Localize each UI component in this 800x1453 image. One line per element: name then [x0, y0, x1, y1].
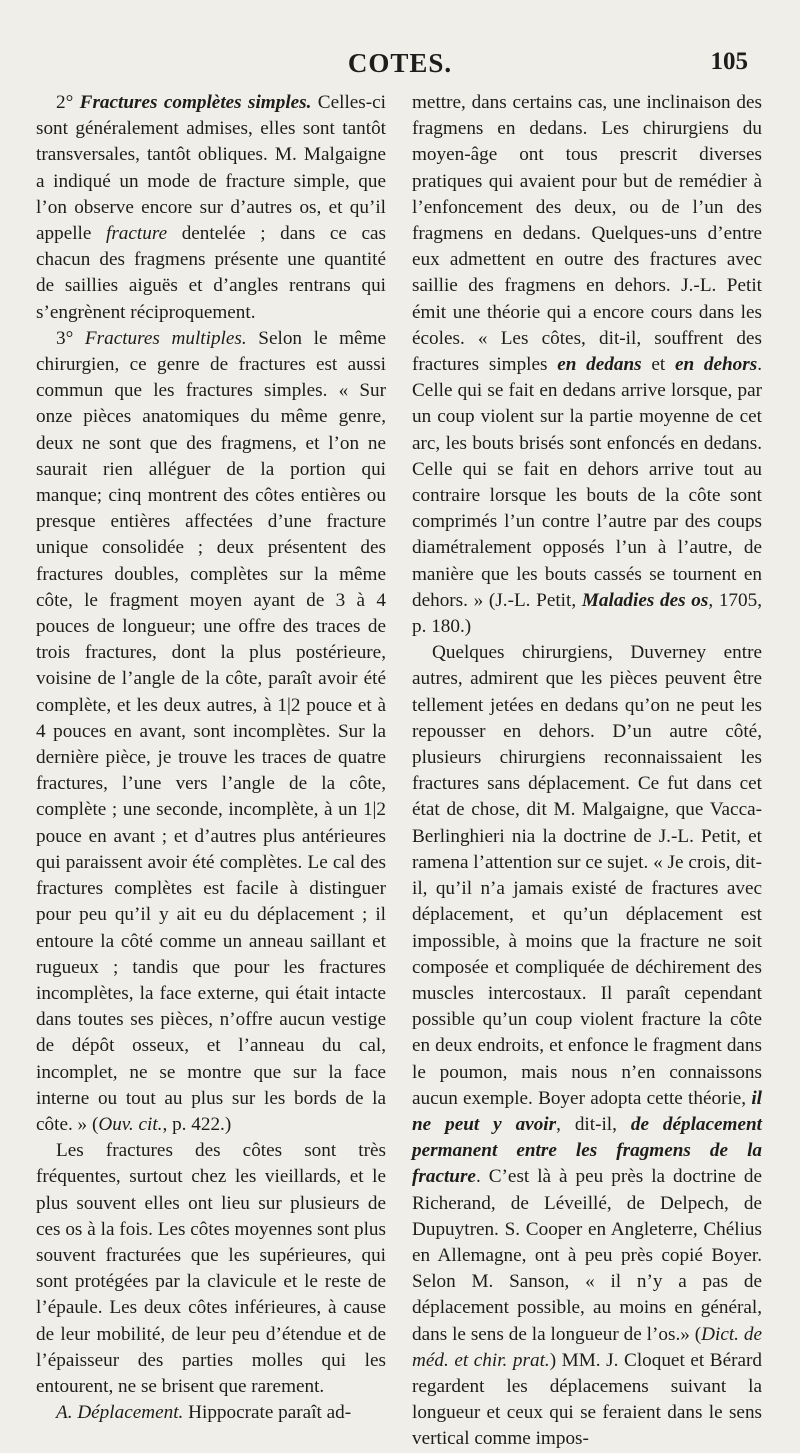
- page-number: 105: [710, 48, 748, 75]
- running-title: COTES.: [347, 48, 453, 78]
- citation-ref: Dict. de méd. et chir. prat.: [412, 1323, 762, 1371]
- quoted-phrase: il ne peut y avoir: [412, 1087, 762, 1135]
- section-heading: Fractures complètes simples.: [79, 92, 312, 113]
- paragraph-text: Hippocrate paraît ad-: [183, 1402, 352, 1424]
- paragraph-text: Celles-ci sont généralement admises, elles sont tantôt transversales, tantôt obliques. M. Malgaigne a indiqué un mode de fracture simple, que l’on observe encore sur d’autres os, et qu’il appelle: [36, 92, 387, 245]
- paragraph-deplacement-start: [36, 1400, 386, 1426]
- paragraph-text: dentelée ; dans ce cas chacun des fragmens présente une quantité de saillies aiguës et d’angles rentrans qui s’engrènent réciproquement.: [36, 223, 387, 323]
- emphasis-term: en dedans: [557, 354, 642, 376]
- paragraph-fractures-multiples: [36, 326, 386, 1138]
- section-number: 3°: [56, 327, 74, 349]
- paragraph-text: ) MM. J. Cloquet et Bérard regardent les déplacemens suivant la longueur et ceux qui se feraient dans le sens vertical comme impos-: [412, 1349, 762, 1450]
- paragraph-text: , dit-il,: [556, 1113, 631, 1135]
- paragraph-frequence: Les fractures des côtes sont très fréquentes, surtout chez les vieillards, et le plus souvent elles ont lieu sur plusieurs de ces os à la fois. Les côtes moyennes sont plus souvent fracturées que les supérieures, qui sont protégées par la clavicule et le reste de l’épaule. Les deux côtes inférieures, à cause de leur mobilité, de leur peu d’étendue et de l’épaisseur des parties molles qui les entourent, ne se brisent que rarement.: [36, 1140, 386, 1397]
- emphasis-term: en dehors: [674, 354, 758, 376]
- section-heading: A. Déplacement.: [56, 1402, 184, 1424]
- paragraph-text: . Celle qui se fait en dedans arrive lorsque, par un coup violent sur la partie moyenne de cet arc, les bouts brisés sont enfoncés en dedans. Celle qui se fait en dehors arrive tout au contraire lorsque les bouts de la côte sont comprimés l’un contre l’autre par des coups diamétralement opposés l’un à l’autre, de manière que les bouts cassés se tournent en dehors. » (J.-L. Petit,: [412, 354, 762, 611]
- paragraph-text: mettre, dans certains cas, une inclinaison des fragmens en dedans. Les chirurgiens du moyen-âge ont tous prescrit diverses pratiques qui avaient pour but de remédier à l’enfoncement des deux, ou de l’un des fragmens en dedans. Quelques-uns d’entre eux admettent en outre des fractures avec saillie des fragmens en dehors. J.-L. Petit émit une théorie qui a encore cours dans les écoles. « Les côtes, dit-il, souffrent des fractures simples: [412, 92, 762, 376]
- paragraph-fractures-completes-simples: [36, 90, 386, 326]
- paragraph-text: . C’est là à peu près la doctrine de Richerand, de Léveillé, de Delpech, de Dupuytren. S. Cooper en Angleterre, Chélius en Allemagne, ont à peu près copié Boyer. Selon M. Sanson, « il n’y a pas de déplacement possible, au moins en général, dans le sens de la longueur de l’os.» (: [412, 1166, 762, 1345]
- paragraph-deplacement-continued: [412, 90, 762, 640]
- section-heading: Fractures multiples.: [84, 327, 247, 349]
- paragraph-text: Selon le même chirurgien, ce genre de fractures est aussi commun que les fractures simples. « Sur onze pièces anatomiques du même genre, deux ne sont que des fragmens, et l’on ne saurait rien alléguer de la portion qui manque; cinq montrent des côtes entières ou presque entières affectées d’une fracture unique consolidée ; deux présentent des fractures doubles, complètes sur la même côte, le fragment moyen ayant de 3 à 4 pouces de longueur; une offre des traces de trois fractures, dont la plus postérieure, voisine de l’angle de la côte, paraît avoir été complète, et les deux autres, à 1|2 pouce et à 4 pouces en avant, sont incomplètes. Sur la dernière pièce, je trouve les traces de quatre fractures, l’une vers l’angle de la côte, complète ; une seconde, incomplète, à un 1|2 pouce en avant ; et d’autres plus antérieures qui paraissent avoir été complètes. Le cal des fractures complètes est facile à distinguer pour peu qu’il y ait eu du déplacement ; il entoure la côté comme un anneau saillant et rugueux ; tandis que pour les fractures incomplètes, la face externe, qui était intacte dans toutes ses pièces, n’offre aucun vestige de dépôt osseux, et l’anneau du cal, incomplet, ne se montre que sur la face interne ou tout au plus sur les bords de la côte. » (: [36, 327, 387, 1135]
- paragraph-text: , 1705, p. 180.): [412, 589, 762, 638]
- paragraph-text: Quelques chirurgiens, Duverney entre autres, admirent que les pièces peuvent être tellement jetées en dedans qu’on ne peut les repousser en dehors. D’un autre côté, plusieurs chirurgiens reconnaissaient les fractures sans déplacement. Ce fut dans cet état de chose, dit M. Malgaigne, que Vacca-Berlinghieri nia la doctrine de J.-L. Petit, et ramena l’attention sur ce sujet. « Je crois, dit-il, qu’il n’a jamais existé de fractures avec déplacement, et qu’un déplacement est impossible, à moins que la fracture ne soit composée et compliquée de déchirement des muscles intercostaux. Il paraît cependant possible qu’un coup violent fracture la côte en deux endroits, et enfonce le fragment dans le poumon, mais nous n’en connaissons aucun exemple. Boyer adopta cette théorie,: [412, 642, 762, 1109]
- paragraph-text: , p. 422.): [162, 1113, 232, 1135]
- paragraph-text: et: [641, 354, 675, 376]
- left-column: [36, 90, 386, 1426]
- paragraph-doctrines: [412, 640, 762, 1452]
- citation-ref: Ouv. cit.: [98, 1113, 163, 1135]
- quoted-phrase: de déplacement permanent entre les fragmens de la fracture: [412, 1113, 762, 1188]
- section-number: 2°: [56, 92, 74, 113]
- right-column: [412, 90, 762, 1453]
- emphasis-term: fracture: [106, 223, 168, 245]
- book-title: Maladies des os: [581, 589, 709, 611]
- running-head: [0, 48, 800, 80]
